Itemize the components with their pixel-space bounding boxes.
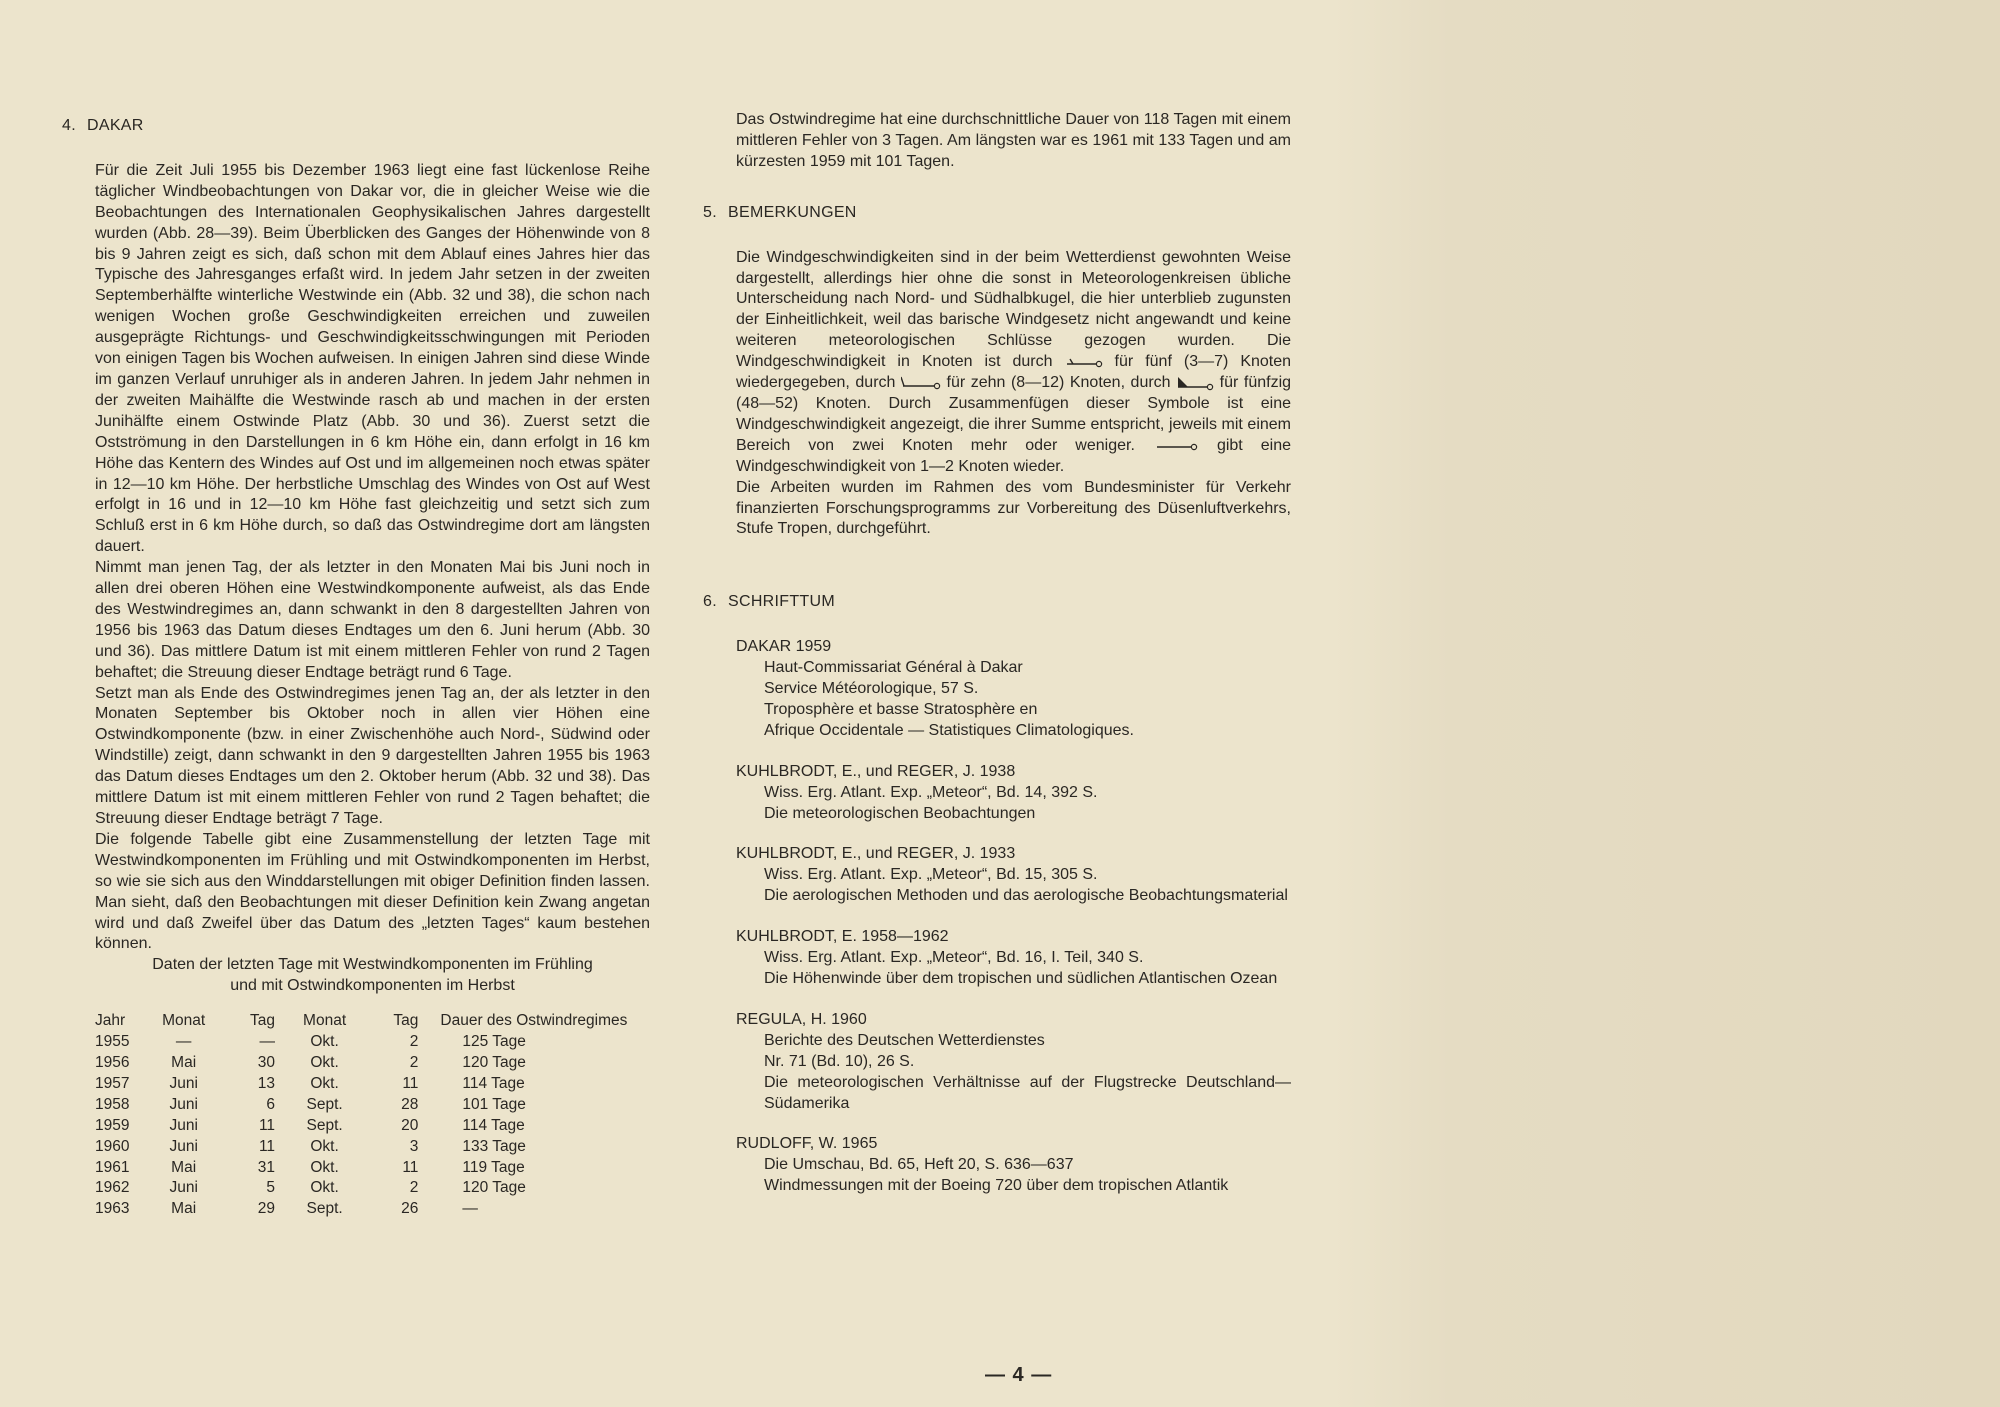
text-run: für fünf (3—7) Knoten wiedergegeben, durch: [736, 353, 1292, 392]
cell-tag: 30: [257, 1053, 276, 1071]
reference-line: Afrique Occidentale — Statistiques Climatologiques.: [764, 721, 1134, 739]
cell-dauer: 120 Tage: [462, 1179, 526, 1197]
reference-author: DAKAR 1959: [736, 638, 832, 656]
cell-tag: 2: [409, 1179, 419, 1197]
cell-tag: 11: [258, 1116, 276, 1134]
section-title: BEMERKUNGEN: [728, 203, 857, 221]
paragraph: [736, 248, 1291, 478]
cell-monat: Okt.: [310, 1074, 339, 1092]
section-number: 6.: [703, 593, 717, 611]
header-jahr: Jahr: [95, 1012, 126, 1030]
cell-dauer: 120 Tage: [462, 1053, 526, 1071]
reference-line: Die meteorologischen Beobachtungen: [764, 804, 1036, 822]
reference-entry: [736, 762, 1291, 825]
cell-tag: 20: [401, 1116, 419, 1134]
reference-line: Die meteorologischen Verhältnisse auf der Flugstrecke Deutschland—Südamerika: [764, 1073, 1291, 1112]
section-heading-schrifttum: [703, 592, 1291, 613]
reference-line: Wiss. Erg. Atlant. Exp. „Meteor“, Bd. 16, I. Teil, 340 S.: [764, 949, 1144, 967]
reference-author: KUHLBRODT, E., und REGER, J. 1938: [736, 762, 1016, 780]
reference-line: Berichte des Deutschen Wetterdienstes: [764, 1031, 1045, 1049]
right-column: [703, 110, 1292, 1217]
cell-jahr: 1957: [95, 1074, 130, 1092]
table-row: [95, 1178, 650, 1199]
section-title: DAKAR: [87, 117, 144, 134]
cell-monat: Okt.: [310, 1033, 339, 1051]
cell-tag: 11: [258, 1137, 276, 1155]
header-dauer: Dauer des Ostwindregimes: [440, 1012, 628, 1030]
text-run: für zehn (8—12) Knoten, durch: [946, 374, 1171, 392]
section-heading-bemerkungen: [703, 203, 1291, 224]
cell-jahr: 1956: [95, 1053, 130, 1071]
header-tag: Tag: [250, 1012, 276, 1030]
header-tag: Tag: [393, 1012, 419, 1030]
reference-line: Die aerologischen Methoden und das aerologische Beobachtungsmaterial: [764, 887, 1288, 905]
cell-dauer: 114 Tage: [462, 1074, 525, 1092]
paragraph: Die folgende Tabelle gibt eine Zusammenstellung der letzten Tage mit Westwindkomponenten im Frühling und mit Ostwindkomponenten im Herbst, so wie sie sich aus den Winddarstellungen mit obiger Definition finden lassen. Man sieht, daß den Beobachtungen mit dieser Definition kein Zwang angetan wird und daß Zweifel über das Datum des „letzten Tages“ kaum bestehen können.: [95, 830, 650, 953]
text-run: gibt eine Windgeschwindigkeit von 1—2 Knoten wieder.: [736, 436, 1291, 475]
cell-dauer: 133 Tage: [462, 1137, 526, 1155]
wind-barb-ten-icon: [901, 376, 941, 390]
table-row: [95, 1032, 650, 1053]
cell-monat: Sept.: [306, 1116, 343, 1134]
table-row: [95, 1137, 650, 1158]
cell-monat: Okt.: [310, 1137, 339, 1155]
text-run: für fünfzig (48—52) Knoten. Durch Zusammenfügen dieser Symbole ist eine Windgeschwindigkeit angezeigt, die ihrer Summe entspricht, jeweils mit einem Bereich von zwei Knoten mehr oder weniger.: [736, 374, 1292, 454]
cell-monat: Juni: [169, 1095, 198, 1113]
reference-line: Troposphère et basse Stratosphère en: [764, 700, 1038, 718]
reference-author: KUHLBRODT, E., und REGER, J. 1933: [736, 845, 1016, 863]
cell-dauer: 119 Tage: [462, 1158, 525, 1176]
reference-author: KUHLBRODT, E. 1958—1962: [736, 928, 949, 946]
table-caption: Daten der letzten Tage mit Westwindkomponenten im Frühling: [152, 956, 593, 974]
cell-monat: Mai: [171, 1200, 197, 1218]
table-row: [95, 1199, 650, 1220]
reference-line: Windmessungen mit der Boeing 720 über dem tropischen Atlantik: [764, 1177, 1229, 1195]
cell-tag: 2: [409, 1033, 419, 1051]
cell-dauer: 101 Tage: [462, 1095, 526, 1113]
reference-line: Nr. 71 (Bd. 10), 26 S.: [764, 1052, 915, 1070]
cell-tag: 5: [266, 1179, 276, 1197]
calm-wind-icon: [1153, 440, 1199, 452]
section-heading-dakar: [62, 116, 650, 137]
table-caption: und mit Ostwindkomponenten im Herbst: [230, 977, 515, 995]
cell-tag: 31: [257, 1158, 276, 1176]
table-header-row: [95, 1011, 650, 1032]
table-row: [95, 1074, 650, 1095]
cell-monat: Juni: [169, 1116, 198, 1134]
table-row: [95, 1158, 650, 1179]
wind-pennant-fifty-icon: [1176, 375, 1214, 391]
section-title: SCHRIFTTUM: [728, 593, 835, 611]
facing-page-bleed: [1330, 0, 2000, 1407]
cell-tag: —: [259, 1033, 276, 1051]
cell-jahr: 1960: [95, 1137, 130, 1155]
cell-dauer: —: [462, 1200, 478, 1218]
cell-jahr: 1962: [95, 1179, 130, 1197]
cell-tag: 26: [401, 1200, 419, 1218]
cell-monat: Okt.: [310, 1053, 339, 1071]
wind-barb-five-icon: [1065, 356, 1103, 368]
cell-monat: Mai: [171, 1158, 197, 1176]
reference-line: Service Météorologique, 57 S.: [764, 680, 979, 698]
cell-monat: Juni: [169, 1074, 198, 1092]
page-number: — 4 —: [985, 1364, 1053, 1386]
cell-dauer: 125 Tage: [462, 1033, 526, 1051]
cell-monat: Mai: [171, 1053, 197, 1071]
left-column: [62, 116, 650, 1220]
cell-tag: 13: [257, 1074, 276, 1092]
cell-monat: —: [175, 1033, 192, 1051]
reference-line: Wiss. Erg. Atlant. Exp. „Meteor“, Bd. 15, 305 S.: [764, 866, 1098, 884]
cell-monat: Okt.: [310, 1179, 339, 1197]
table-row: [95, 1053, 650, 1074]
cell-monat: Sept.: [306, 1095, 343, 1113]
section-number: 5.: [703, 203, 717, 221]
reference-line: Die Umschau, Bd. 65, Heft 20, S. 636—637: [764, 1156, 1074, 1174]
reference-line: Wiss. Erg. Atlant. Exp. „Meteor“, Bd. 14, 392 S.: [764, 783, 1098, 801]
cell-tag: 29: [257, 1200, 276, 1218]
reference-author: REGULA, H. 1960: [736, 1010, 867, 1028]
cell-jahr: 1963: [95, 1200, 130, 1218]
cell-monat: Okt.: [310, 1158, 339, 1176]
cell-jahr: 1961: [95, 1158, 130, 1176]
cell-tag: 2: [409, 1053, 419, 1071]
cell-tag: 11: [402, 1074, 419, 1092]
wind-regime-table: [95, 1011, 650, 1220]
reference-entry: [736, 1134, 1291, 1197]
reference-line: Die Höhenwinde über dem tropischen und südlichen Atlantischen Ozean: [764, 970, 1278, 987]
header-monat: Monat: [162, 1012, 206, 1030]
paragraph: Nimmt man jenen Tag, der als letzter in den Monaten Mai bis Juni noch in allen drei oberen Höhen eine Westwindkomponente aufweist, als das Ende des Westwindregimes an, dann schwankt in den 8 dargestellten Jahren von 1956 bis 1963 das Datum dieses Endtages um den 6. Juni herum (Abb. 30 und 36). Das mittlere Datum ist mit einem mittleren Fehler von rund 2 Tagen behaftet; die Streuung dieser Endtage beträgt rund 6 Tage.: [95, 559, 650, 681]
header-monat: Monat: [303, 1012, 347, 1030]
cell-dauer: 114 Tage: [462, 1116, 525, 1134]
cell-tag: 6: [266, 1095, 276, 1113]
paragraph: Setzt man als Ende des Ostwindregimes jenen Tag an, der als letzter in den Monaten September bis Oktober noch in allen vier Höhen eine Ostwindkomponente (bzw. in einer Zwischenhöhe auch Nord-, Südwind oder Windstille) zeigt, dann schwankt in den 9 dargestellten Jahren 1955 bis 1963 das Datum dieses Endtages um den 2. Oktober herum (Abb. 32 und 38). Das mittlere Datum ist mit einem mittleren Fehler von rund 2 Tagen behaftet; die Streuung dieser Endtage beträgt 7 Tage.: [95, 684, 650, 827]
paragraph: Die Arbeiten wurden im Rahmen des vom Bundesminister für Verkehr finanzierten Forschungsprogramms zur Vorbereitung des Düsenluftverkehrs, Stufe Tropen, durchgeführt.: [736, 478, 1291, 538]
cell-jahr: 1958: [95, 1095, 130, 1113]
paragraph: Das Ostwindregime hat eine durchschnittliche Dauer von 118 Tagen mit einem mittleren Fehler von 3 Tagen. Am längsten war es 1961 mit 133 Tagen und am kürzesten 1959 mit 101 Tagen.: [736, 111, 1291, 170]
reference-entry: [736, 927, 1291, 990]
section-number: 4.: [62, 117, 76, 134]
reference-author: RUDLOFF, W. 1965: [736, 1135, 878, 1153]
paragraph: Für die Zeit Juli 1955 bis Dezember 1963 liegt eine fast lückenlose Reihe täglicher Windbeobachtungen von Dakar vor, die in gleicher Weise wie die Beobachtungen des Internationalen Geophysikalischen Jahres dargestellt wurden (Abb. 28—39). Beim Überblicken des Ganges der Höhenwinde von 8 bis 9 Jahren zeigt es sich, daß schon mit dem Ablauf eines Jahres hier das Typische des Jahresganges erfaßt wird. In jedem Jahr setzen in der zweiten Septemberhälfte winterliche Westwinde ein (Abb. 32 und 38), die schon nach wenigen Wochen große Geschwindigkeiten erreichen und zuweilen ausgeprägte Richtungs- und Geschwindigkeitsschwingungen mit Perioden von einigen Tagen bis Wochen aufweisen. In einigen Jahren sind diese Winde im ganzen Verlauf unruhiger als in anderen Jahren. In jedem Jahr nehmen in der zweiten Maihälfte die Westwinde rasch ab und machen in der ersten Junihälfte einem Ostwinde Platz (Abb. 30 und 36). Zuerst setzt die Ostströmung in den Darstellungen in 6 km Höhe ein, dann erfolgt in 16 km Höhe das Kentern des Windes auf Ost und im allgemeinen noch etwas später in 12—10 km Höhe. Der herbstliche Umschlag des Windes von Ost auf West erfolgt in 16 und in 12—10 km Höhe fast gleichzeitig und setzt sich zum Schluß erst in 6 km Höhe durch, so daß das Ostwindregime dort am längsten dauert.: [95, 161, 650, 556]
reference-entry: [736, 1010, 1291, 1115]
cell-tag: 11: [402, 1158, 419, 1176]
cell-jahr: 1959: [95, 1116, 130, 1134]
reference-entry: [736, 637, 1291, 742]
cell-tag: 3: [409, 1137, 419, 1155]
cell-monat: Sept.: [306, 1200, 343, 1218]
text-run: Die Windgeschwindigkeiten sind in der beim Wetterdienst gewohnten Weise dargestellt, allerdings hier ohne die sonst in Meteorologenkreisen übliche Unterscheidung nach Nord- und Südhalbkugel, die hier unterblieb zugunsten der Einheitlichkeit, weil das barische Windgesetz nicht angewandt und keine weiteren meteorologischen Schlüsse gezogen wurden. Die Windgeschwindigkeit in Knoten ist durch: [736, 248, 1291, 371]
table-row: [95, 1116, 650, 1137]
cell-monat: Juni: [169, 1179, 198, 1197]
reference-entry: [736, 844, 1291, 907]
cell-jahr: 1955: [95, 1033, 130, 1051]
cell-tag: 28: [401, 1095, 419, 1113]
table-row: [95, 1095, 650, 1116]
reference-line: Haut-Commissariat Général à Dakar: [764, 659, 1023, 677]
cell-monat: Juni: [169, 1137, 198, 1155]
